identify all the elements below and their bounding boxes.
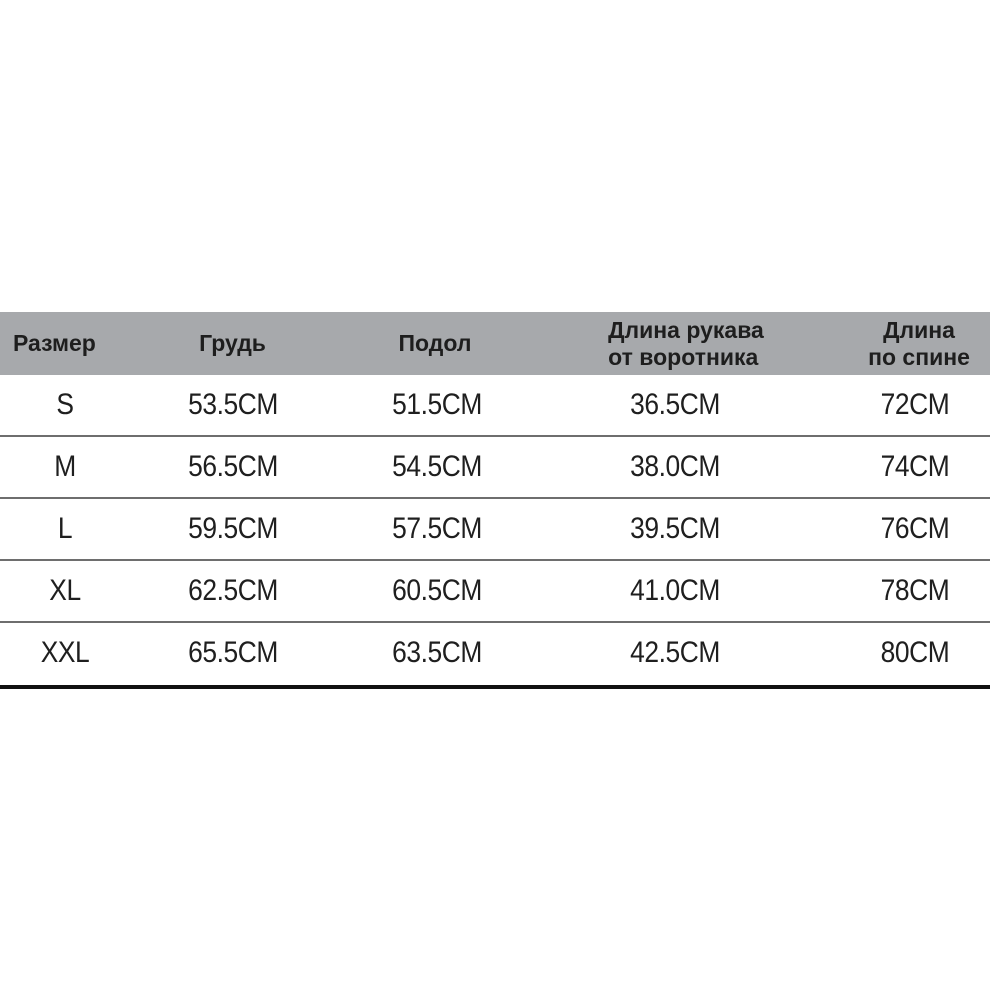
cell-hem: 54.5CM bbox=[392, 450, 482, 483]
table-header-row bbox=[0, 312, 990, 375]
header-chest-label: Грудь bbox=[199, 330, 266, 356]
cell-back: 76CM bbox=[880, 512, 950, 545]
cell-chest: 53.5CM bbox=[188, 388, 278, 421]
table-row bbox=[0, 375, 990, 437]
cell-size: S bbox=[56, 388, 74, 421]
table-row bbox=[0, 437, 990, 499]
cell-back: 72CM bbox=[880, 388, 950, 421]
cell-sleeve: 38.0CM bbox=[630, 450, 720, 483]
size-chart-table bbox=[0, 312, 990, 689]
table-row bbox=[0, 499, 990, 561]
header-sleeve-length bbox=[566, 312, 806, 375]
header-hem bbox=[360, 312, 510, 375]
cell-sleeve: 39.5CM bbox=[630, 512, 720, 545]
cell-hem: 57.5CM bbox=[392, 512, 482, 545]
header-size-label: Размер bbox=[13, 330, 96, 356]
cell-hem: 63.5CM bbox=[392, 636, 482, 669]
cell-size: XL bbox=[49, 574, 81, 607]
cell-sleeve: 36.5CM bbox=[630, 388, 720, 421]
cell-size: XXL bbox=[40, 636, 90, 669]
cell-back: 74CM bbox=[880, 450, 950, 483]
cell-back: 78CM bbox=[880, 574, 950, 607]
header-chest bbox=[160, 312, 305, 375]
cell-chest: 56.5CM bbox=[188, 450, 278, 483]
cell-size: M bbox=[54, 450, 76, 483]
header-back-label-line1: Длина bbox=[883, 316, 955, 343]
cell-size: L bbox=[57, 512, 73, 545]
cell-back: 80CM bbox=[880, 636, 950, 669]
table-bottom-rule bbox=[0, 685, 990, 689]
header-back-length bbox=[845, 312, 993, 375]
cell-chest: 65.5CM bbox=[188, 636, 278, 669]
table-row bbox=[0, 561, 990, 623]
cell-hem: 51.5CM bbox=[392, 388, 482, 421]
table-row bbox=[0, 623, 990, 683]
cell-sleeve: 41.0CM bbox=[630, 574, 720, 607]
header-sleeve-label-line1: Длина рукава bbox=[608, 316, 764, 343]
header-hem-label: Подол bbox=[398, 330, 472, 356]
cell-hem: 60.5CM bbox=[392, 574, 482, 607]
cell-sleeve: 42.5CM bbox=[630, 636, 720, 669]
cell-chest: 62.5CM bbox=[188, 574, 278, 607]
header-sleeve-label-line2: от воротника bbox=[608, 343, 759, 370]
cell-chest: 59.5CM bbox=[188, 512, 278, 545]
header-back-label-line2: по спине bbox=[868, 343, 970, 370]
header-size bbox=[13, 312, 143, 375]
